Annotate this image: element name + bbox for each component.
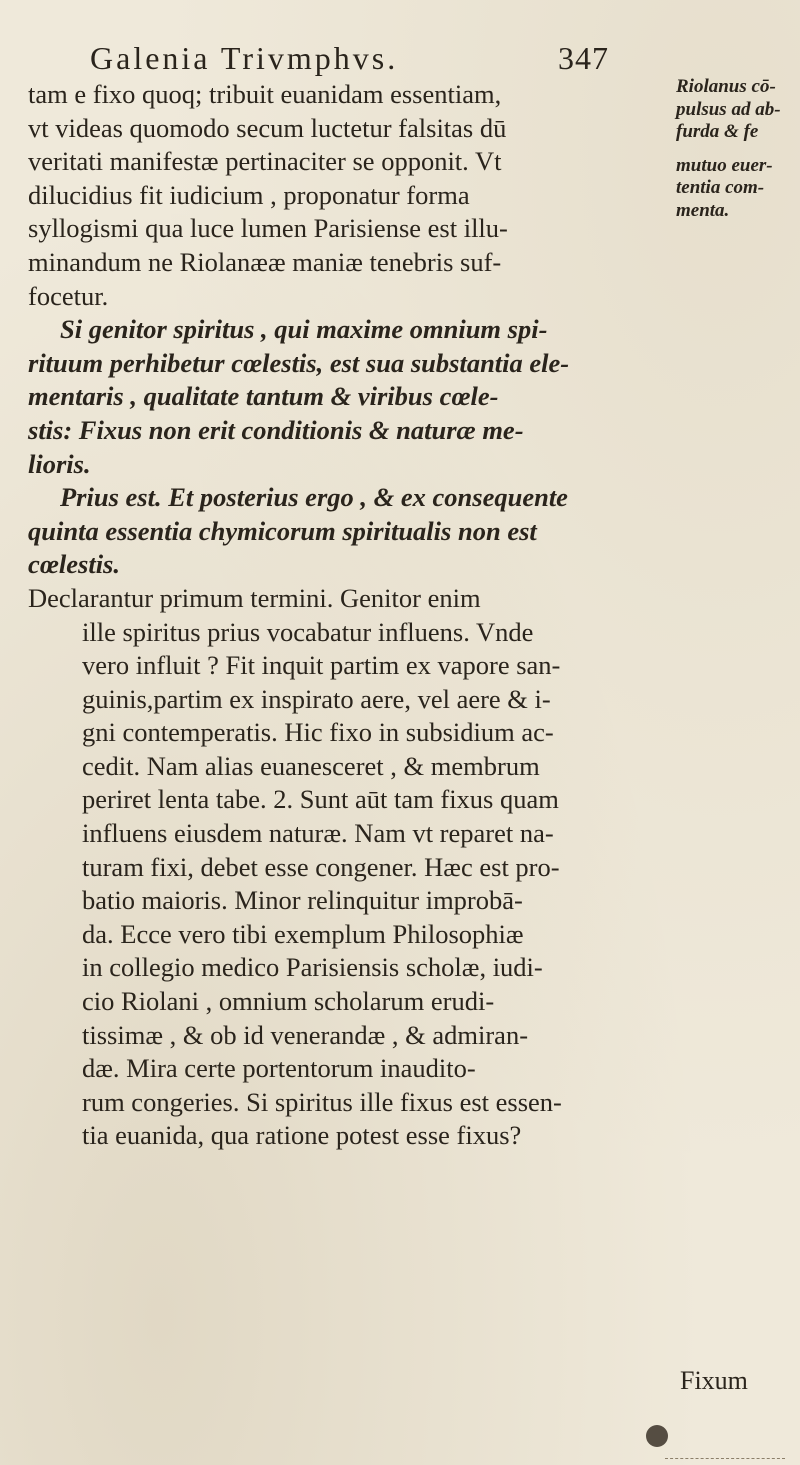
text-line: dæ. Mira certe portentorum inaudito-	[82, 1053, 476, 1084]
text-line: vero influit ? Fit inquit partim ex vapore san-	[82, 650, 561, 681]
marginal-note-line: mutuo euer-	[676, 154, 773, 176]
text-line: focetur.	[28, 280, 109, 311]
text-line: tia euanida, qua ratione potest esse fixus?	[82, 1120, 522, 1151]
text-line: veritati manifestæ pertinaciter se opponit. Vt	[28, 146, 502, 177]
catchword: Fixum	[680, 1366, 748, 1395]
syllogism-line: Prius est. Et posterius ergo , & ex consequente	[60, 482, 568, 513]
syllogism-line: rituum perhibetur cœlestis, est sua substantia ele-	[28, 347, 570, 378]
text-line: tam e fixo quoq; tribuit euanidam essentiam,	[28, 79, 502, 109]
syllogism-line: lioris.	[28, 448, 91, 479]
text-line: in collegio medico Parisiensis scholæ, iudi-	[82, 952, 543, 983]
text-line: turam fixi, debet esse congener. Hæc est pro-	[82, 851, 560, 882]
syllogism-line: mentaris , qualitate tantum & viribus cœle-	[28, 381, 499, 412]
syllogism-line: quinta essentia chymicorum spiritualis non est	[28, 515, 537, 546]
text-line: gni contemperatis. Hic fixo in subsidium ac-	[82, 717, 554, 748]
text-line: syllogismi qua luce lumen Parisiense est illu-	[28, 213, 508, 244]
text-line: minandum ne Riolanææ maniæ tenebris suf-	[28, 246, 502, 277]
text-line: periret lenta tabe. 2. Sunt aūt tam fixus quam	[82, 784, 559, 815]
text-line: tissimæ , & ob id venerandæ , & admiran-	[82, 1019, 529, 1050]
text-line: batio maioris. Minor relinquitur improbā-	[82, 885, 523, 916]
syllogism-line: cœlestis.	[28, 549, 120, 580]
text-line: da. Ecce vero tibi exemplum Philosophiæ	[82, 918, 524, 949]
running-title: Galenia Trivmphvs.	[90, 40, 399, 76]
marginal-note-line: Riolanus cō-	[676, 76, 776, 97]
page-number: 347	[558, 40, 609, 76]
text-line: guinis,partim ex inspirato aere, vel aere & i-	[82, 683, 551, 714]
marginal-note-line: menta.	[676, 199, 730, 221]
main-text	[28, 78, 678, 1153]
text-line: ille spiritus prius vocabatur influens. Vnde	[82, 616, 534, 647]
text-line: vt videas quomodo secum luctetur falsitas dū	[28, 112, 507, 143]
syllogism-line: Si genitor spiritus , qui maxime omnium spi-	[60, 314, 548, 345]
marginal-note-line: pulsus ad ab-	[676, 98, 781, 120]
ink-blot-ornament	[646, 1425, 668, 1447]
running-head	[90, 40, 730, 80]
marginal-note-line: tentia com-	[676, 177, 765, 198]
text-line: cedit. Nam alias euanesceret , & membrum	[82, 750, 540, 781]
text-line: Declarantur primum termini. Genitor enim	[28, 582, 481, 613]
marginal-note-line: furda & fe	[676, 121, 759, 142]
marginal-note	[676, 76, 800, 222]
syllogism-line: stis: Fixus non erit conditionis & naturæ me-	[28, 414, 524, 445]
text-line: rum congeries. Si spiritus ille fixus est essen-	[82, 1086, 562, 1117]
bottom-rule	[665, 1458, 785, 1460]
text-line: influens eiusdem naturæ. Nam vt reparet na-	[82, 818, 554, 849]
text-line: dilucidius fit iudicium , proponatur forma	[28, 179, 470, 210]
text-line: cio Riolani , omnium scholarum erudi-	[82, 986, 495, 1017]
